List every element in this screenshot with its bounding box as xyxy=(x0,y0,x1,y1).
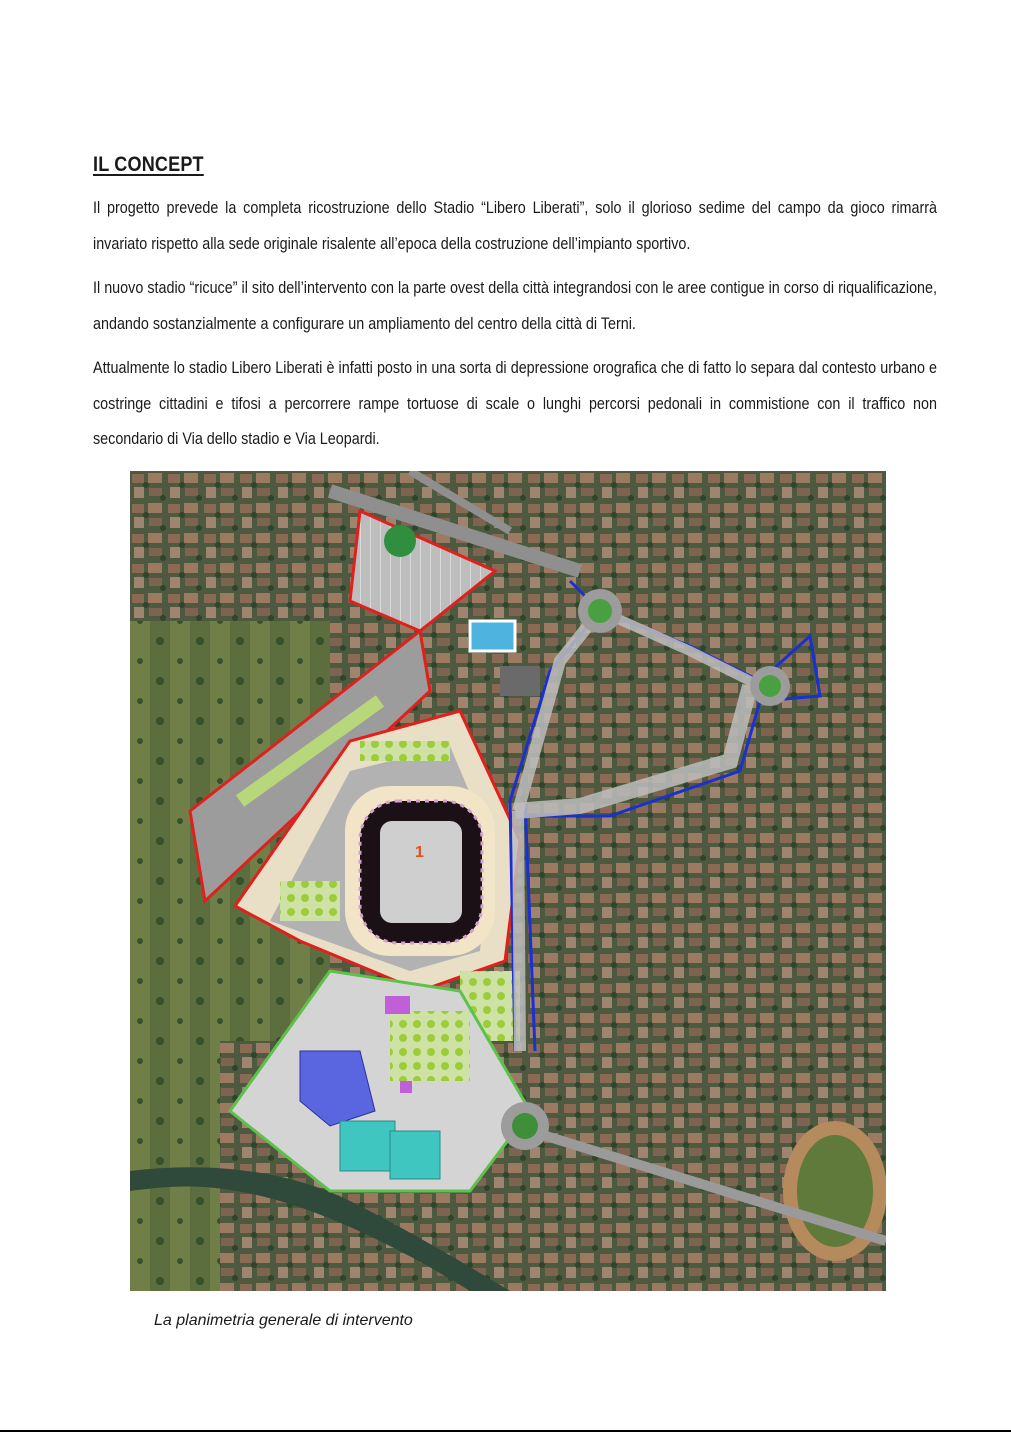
section-heading: IL CONCEPT xyxy=(93,153,204,176)
stadium-marker: 1 xyxy=(415,844,424,861)
paragraph-3: Attualmente lo stadio Libero Liberati è infatti posto in una sorta di depressione orografica che di fatto lo separa dal contesto urbano e costringe cittadini e tifosi a percorrere rampe tortuose di scale o lunghi percorsi pedonali in commistione con il traffico non secondario di Via dello stadio e Via Leopardi. xyxy=(93,358,937,448)
figure-caption: La planimetria generale di intervento xyxy=(154,1312,413,1329)
paragraph-2: Il nuovo stadio “ricuce” il sito dell’intervento con la parte ovest della città integrandosi con le aree contigue in corso di riqualificazione, andando sostanzialmente a configurare un ampliamento del centro della città di Terni. xyxy=(93,278,937,333)
footer-rule xyxy=(0,1430,1011,1432)
paragraph-1: Il progetto prevede la completa ricostruzione dello Stadio “Libero Liberati”, solo il glorioso sedime del campo da gioco rimarrà invariato rispetto alla sede originale risalente all’epoca della costruzione dell’impianto sportivo. xyxy=(93,198,937,253)
site-plan-figure xyxy=(130,471,886,1291)
site-plan-image xyxy=(130,471,886,1291)
